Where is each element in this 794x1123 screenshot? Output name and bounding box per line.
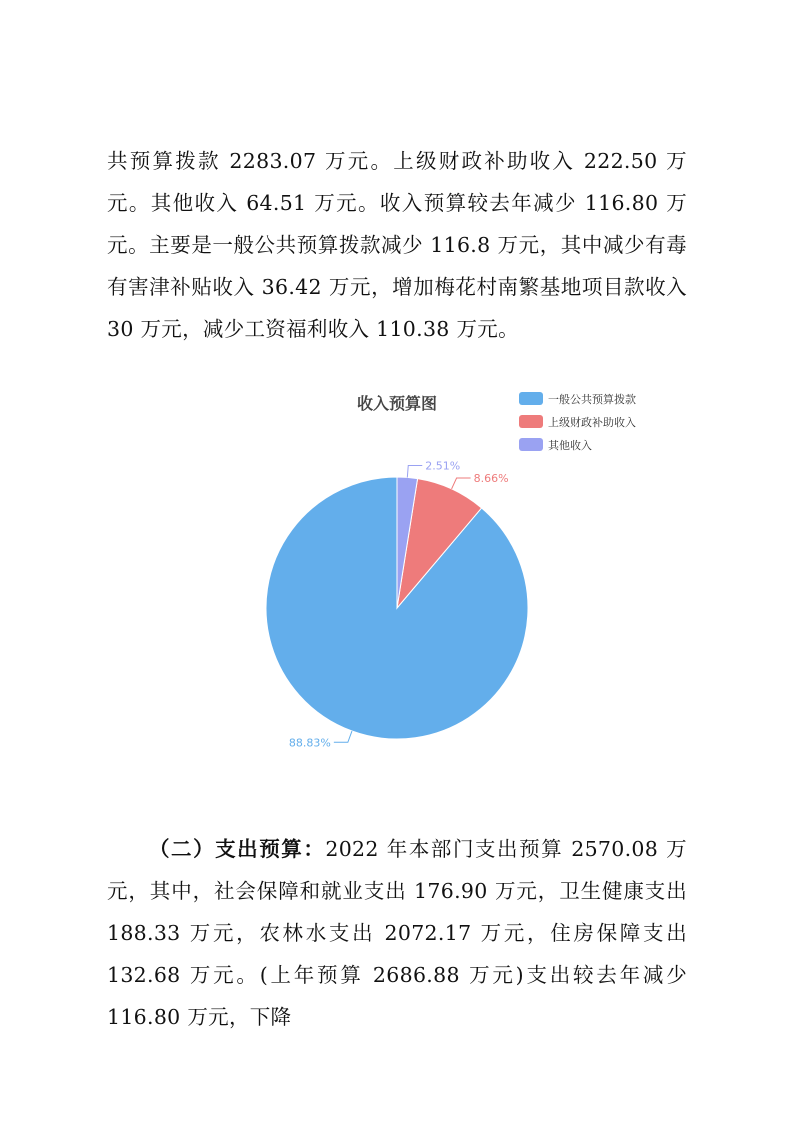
- data-label-2: 8.66%: [473, 472, 509, 486]
- callout-line-2: [452, 478, 471, 489]
- legend-label-2: 上级财政补助收入: [548, 416, 636, 429]
- section-heading-expense: （二）支出预算：: [149, 837, 326, 861]
- pie-slices: [266, 477, 528, 739]
- paragraph-expense-budget: [107, 828, 687, 1038]
- legend-label-3: 其他收入: [548, 439, 592, 452]
- chart-legend: [519, 392, 636, 452]
- paragraph-income-summary: 共预算拨款 2283.07 万元。上级财政补助收入 222.50 万元。其他收入 64.51 万元。收入预算较去年减少 116.80 万元。主要是一般公共预算拨款减少 116.8 万元，其中减少有毒有害津补贴收入 36.42 万元，增加梅花村南繁基地项目款收入 30 万元，减少工资福利收入 110.38 万元。: [107, 149, 687, 341]
- data-label-1: 88.83%: [288, 736, 331, 750]
- section-body-expense: 2022 年本部门支出预算 2570.08 万元，其中，社会保障和就业支出 176.90 万元，卫生健康支出 188.33 万元，农林水支出 2072.17 万元，住房保障支出 132.68 万元。(上年预算 2686.88 万元)支出较去年减少 116.80 万元，下降: [107, 837, 687, 1029]
- chart-title: 收入预算图: [356, 394, 438, 413]
- income-budget-pie-chart: [230, 380, 690, 760]
- data-label-3: 2.51%: [425, 459, 461, 473]
- legend-swatch-3: [519, 438, 543, 451]
- legend-label-1: 一般公共预算拨款: [548, 393, 636, 406]
- legend-swatch-1: [519, 392, 543, 405]
- callout-line-3: [407, 465, 422, 477]
- legend-swatch-2: [519, 415, 543, 428]
- callout-line-1: [334, 731, 352, 742]
